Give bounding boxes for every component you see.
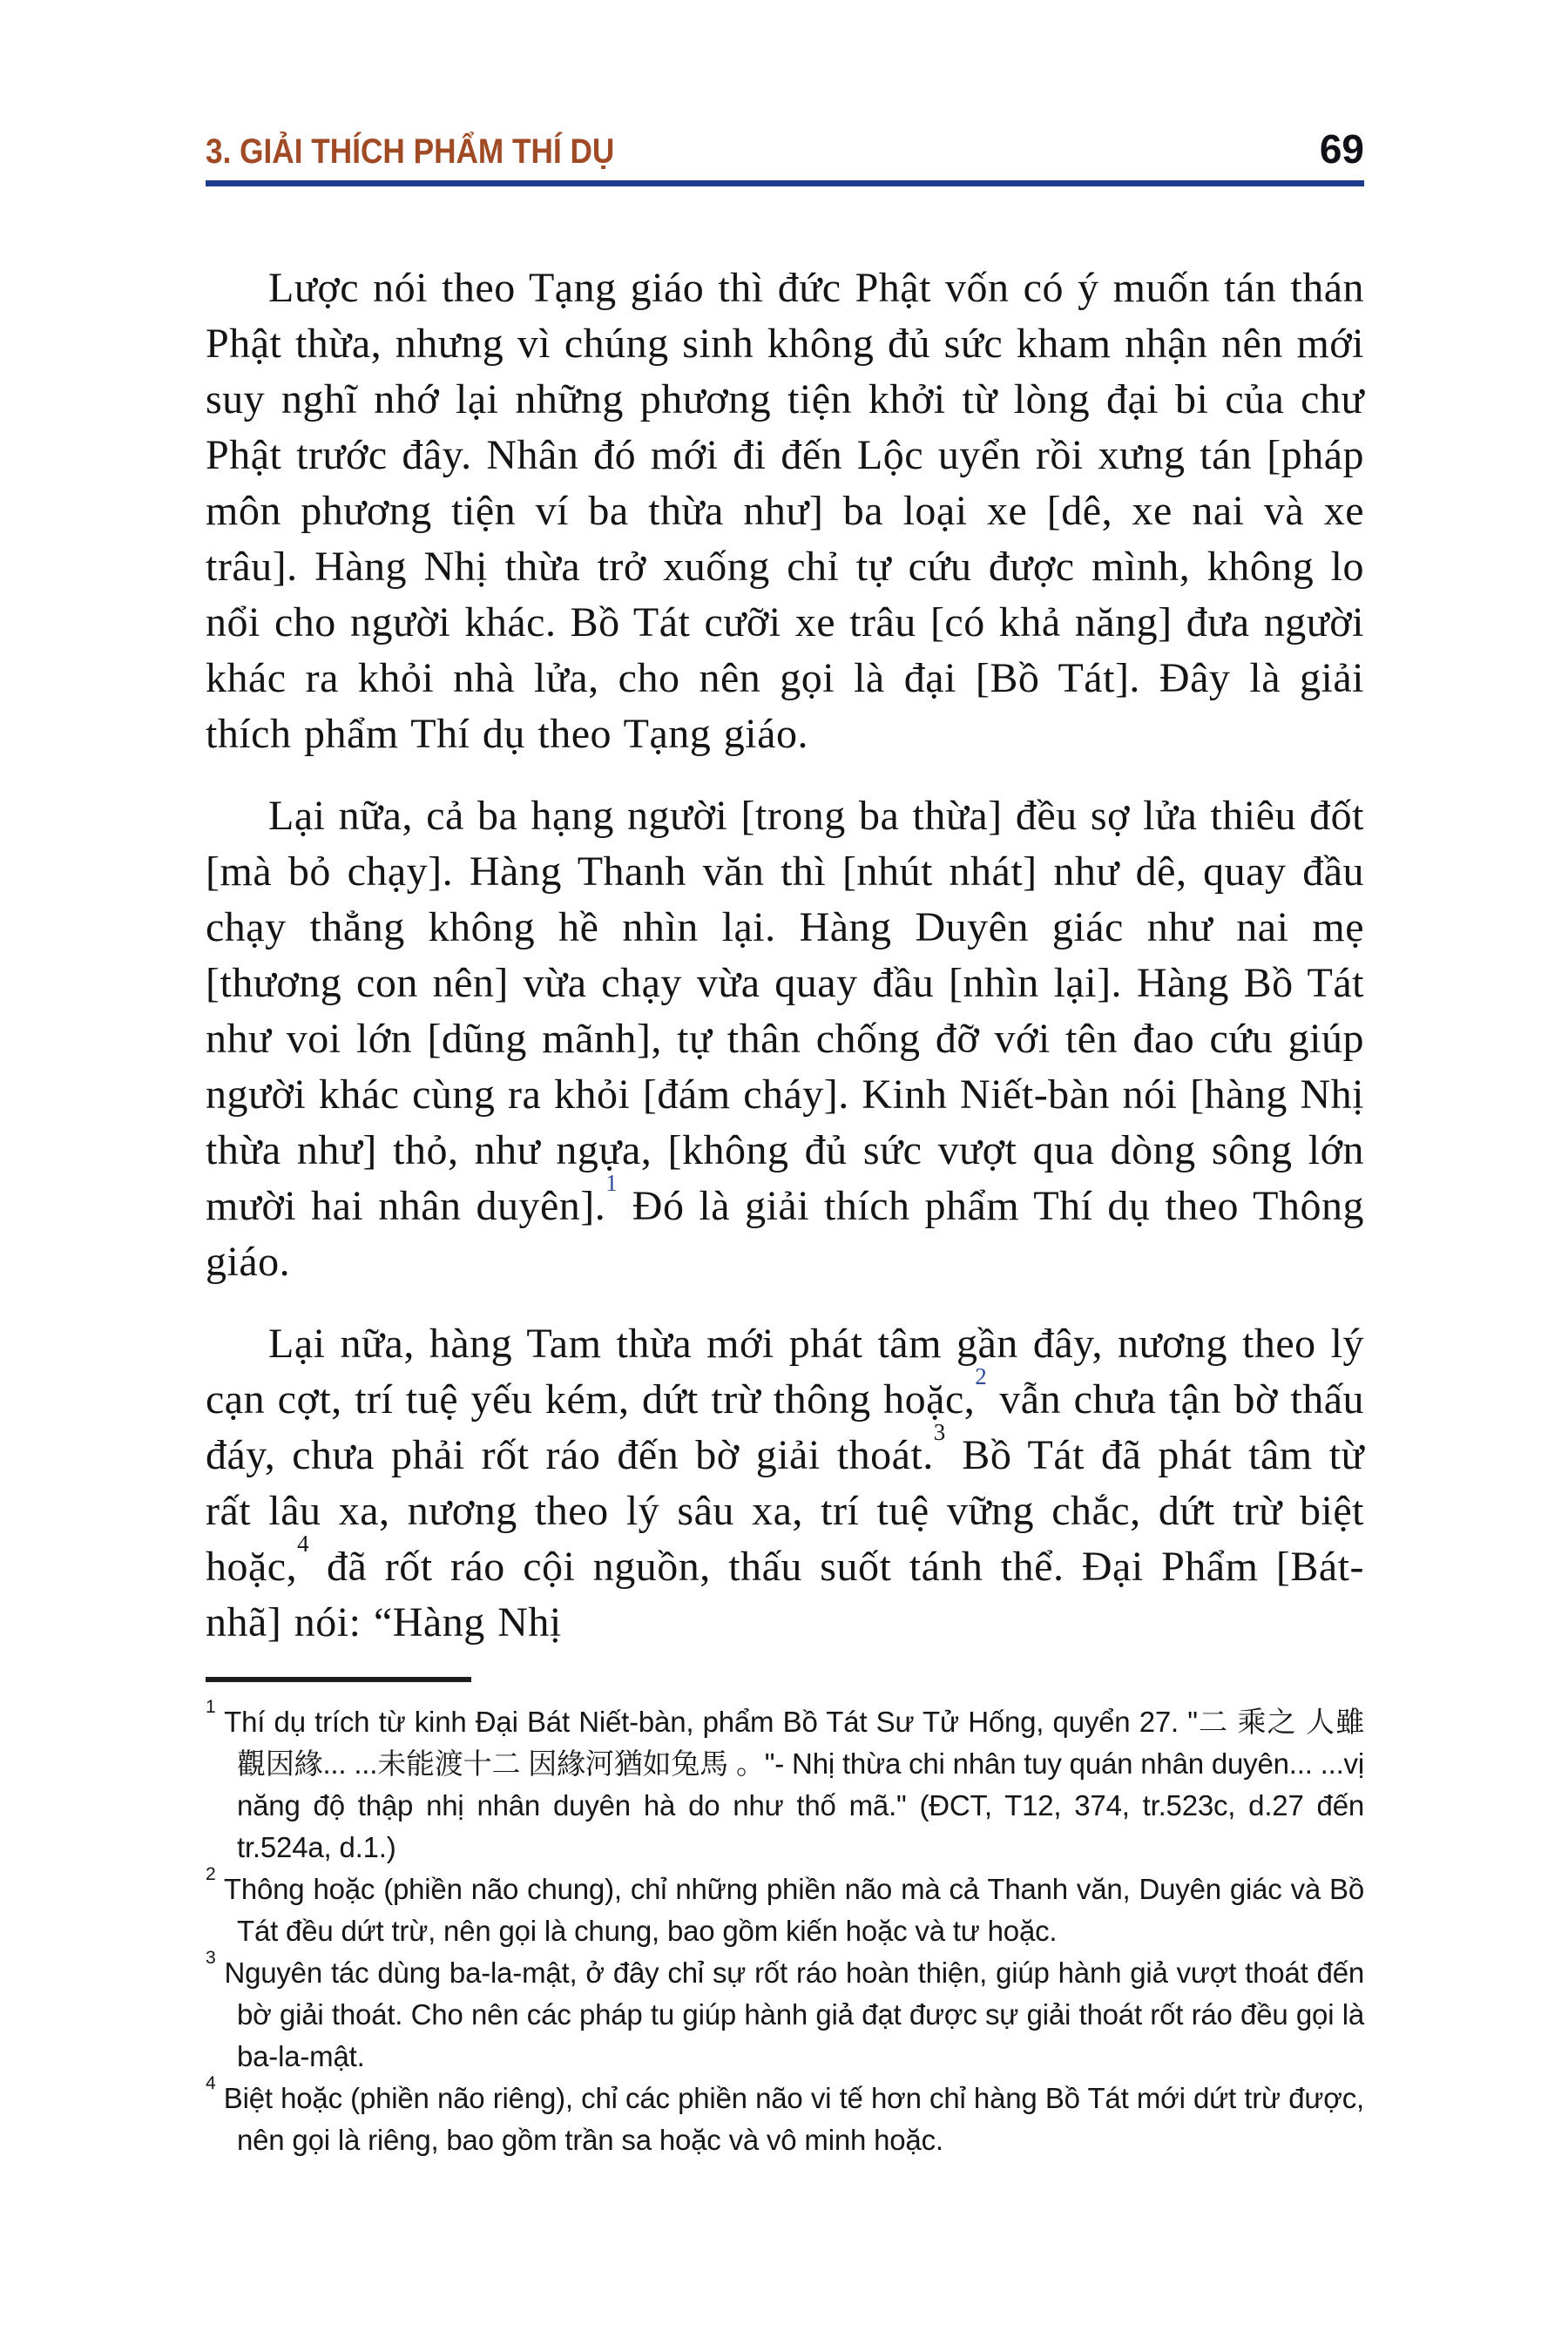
section-title: 3. GIẢI THÍCH PHẨM THÍ DỤ (206, 132, 615, 171)
footnote-marker: 3 (206, 1947, 216, 1968)
footnotes (206, 1696, 1364, 2161)
footnote-4: $^4$ Biệt hoặc (phiền não riêng), chỉ các phiền não vi tế hơn chỉ hàng Bồ Tát mới dứt trừ được, nên gọi là riêng, bao gồm trần sa hoặc và vô minh hoặc. (206, 2072, 1364, 2156)
footnote-ref-2: 2 (975, 1362, 987, 1389)
footnote-marker: 4 (206, 2072, 216, 2093)
page-number: 69 (1319, 126, 1364, 172)
footnote-ref-1: 1 (605, 1169, 618, 1196)
footnote-ref-3: 3 (933, 1418, 946, 1445)
footnote-1: $^1$ Thí dụ trích từ kinh Đại Bát Niết-bàn, phẩm Bồ Tát Sư Tử Hống, quyển 27. "二 乘之 人雖觀因緣... ...未能渡十二 因緣河猶如兔馬 。"- Nhị thừa chi nhân tuy quán nhân duyên... ...vị năng độ thập nhị nhân duyên hà do như thố mã." (ĐCT, T12, 374, tr.523c, d.27 đến tr.524a, d.1.) (206, 1696, 1364, 1863)
footnote-marker: 1 (206, 1696, 216, 1717)
footnote-2: $^2$ Thông hoặc (phiền não chung), chỉ những phiền não mà cả Thanh văn, Duyên giác và Bồ Tát đều dứt trừ, nên gọi là chung, bao gồm kiến hoặc và tư hoặc. (206, 1863, 1364, 1947)
header-rule (206, 180, 1364, 186)
paragraph: Lại nữa, cả ba hạng người [trong ba thừa] đều sợ lửa thiêu đốt [mà bỏ chạy]. Hàng Thanh văn thì [nhút nhát] như dê, quay đầu chạy thẳng không hề nhìn lại. Hàng Duyên giác như nai mẹ [thương con nên] vừa chạy vừa quay đầu [nhìn lại]. Hàng Bồ Tát như voi lớn [dũng mãnh], tự thân chống đỡ với tên đao cứu giúp người khác cùng ra khỏi [đám cháy]. Kinh Niết-bàn nói [hàng Nhị thừa như] thỏ, như ngựa, [không đủ sức vượt qua dòng sông lớn mười hai nhân duyên].$^1$ Đó là giải thích phẩm Thí dụ theo Thông giáo. (206, 792, 1364, 1285)
footnote-3: $^3$ Nguyên tác dùng ba-la-mật, ở đây chỉ sự rốt ráo hoàn thiện, giúp hành giả vượt thoát đến bờ giải thoát. Cho nên các pháp tu giúp hành giả đạt được sự giải thoát rốt ráo đều gọi là ba-la-mật. (206, 1947, 1364, 2072)
body-text (206, 260, 1364, 1651)
text-block (206, 126, 1365, 2161)
footnote-ref-4: 4 (297, 1530, 309, 1557)
paragraph: Lại nữa, hàng Tam thừa mới phát tâm gần đây, nương theo lý cạn cợt, trí tuệ yếu kém, dứt trừ thông hoặc,$^2$ vẫn chưa tận bờ thấu đáy, chưa phải rốt ráo đến bờ giải thoát.$^3$ Bồ Tát đã phát tâm từ rất lâu xa, nương theo lý sâu xa, trí tuệ vững chắc, dứt trừ biệt hoặc,$^4$ đã rốt ráo cội nguồn, thấu suốt tánh thể. Đại Phẩm [Bát-nhã] nói: “Hàng Nhị (206, 1320, 1365, 1646)
footnote-marker: 2 (206, 1863, 216, 1884)
footnote-separator (206, 1677, 471, 1682)
header-row (206, 126, 1364, 172)
paragraph: Lược nói theo Tạng giáo thì đức Phật vốn có ý muốn tán thán Phật thừa, nhưng vì chúng sinh không đủ sức kham nhận nên mới suy nghĩ nhớ lại những phương tiện khởi từ lòng đại bi của chư Phật trước đây. Nhân đó mới đi đến Lộc uyển rồi xưng tán [pháp môn phương tiện ví ba thừa như] ba loại xe [dê, xe nai và xe trâu]. Hàng Nhị thừa trở xuống chỉ tự cứu được mình, không lo nổi cho người khác. Bồ Tát cưỡi xe trâu [có khả năng] đưa người khác ra khỏi nhà lửa, cho nên gọi là đại [Bồ Tát]. Đây là giải thích phẩm Thí dụ theo Tạng giáo. (206, 264, 1364, 757)
page-header (206, 126, 1364, 186)
